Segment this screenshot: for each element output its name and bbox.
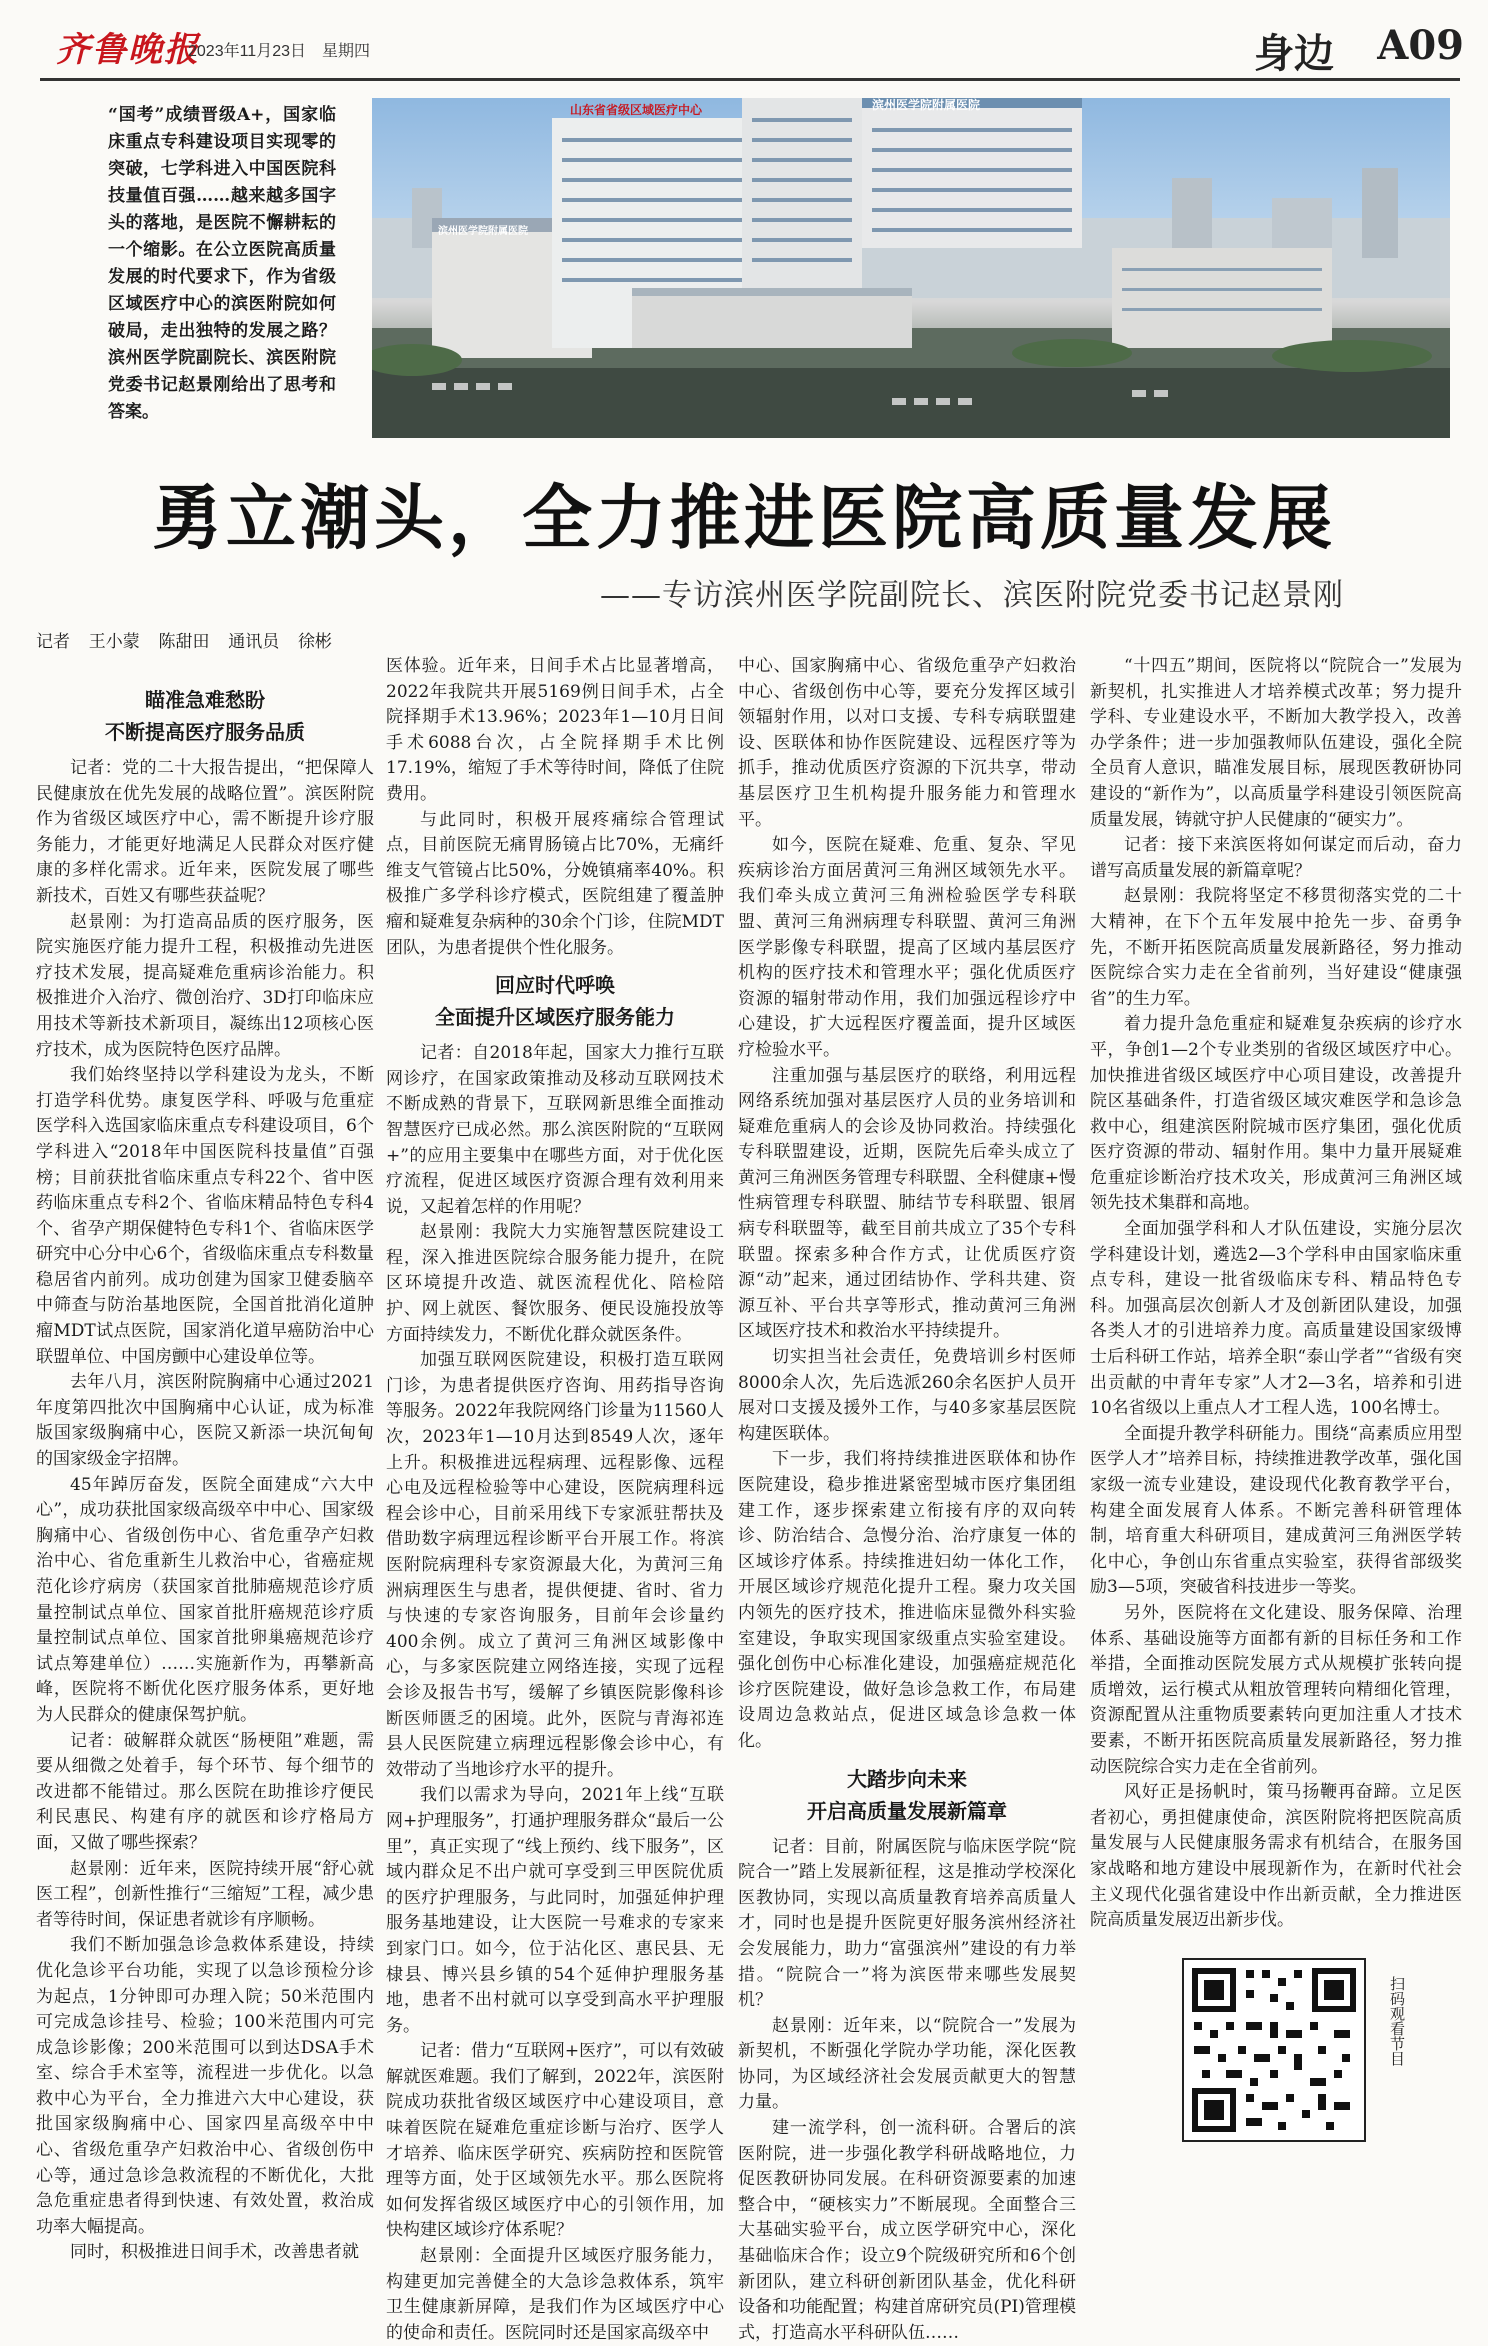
paragraph: 赵景刚：我院将坚定不移贯彻落实党的二十大精神，在下个五年发展中抢先一步、奋勇争先，不断开拓医院高质量发展新路径，努力推动医院综合实力走在全省前列，当好建设“健康强省”的生力军。 <box>1090 886 1462 1009</box>
paragraph: 中心、国家胸痛中心、省级危重孕产妇救治中心、省级创伤中心等，要充分发挥区域引领辐射作用，以对口支援、专科专病联盟建设、医联体和协作医院建设、远程医疗等为抓手，推动优质医疗资源的下沉共享，带动基层医疗卫生机构提升服务能力和管理水平。 <box>738 656 1076 830</box>
byline-correspondent-label: 通讯员 <box>228 632 280 651</box>
section-heading <box>738 1763 1076 1827</box>
section-heading-line-1: 瞄准急难愁盼 <box>145 688 265 712</box>
paragraph: 下一步，我们将持续推进医联体和协作医院建设，稳步推进紧密型城市医疗集团组建工作，逐步探索建立衔接有序的双向转诊、防治结合、急慢分治、治疗康复一体的区域诊疗体系。持续推进妇幼一体化工作，开展区域诊疗规范化提升工程。聚力攻关国内领先的医疗技术，推进临床显微外科实验室建设，争取实现国家级重点实验室建设。强化创伤中心标准化建设，加强癌症规范化诊疗医院建设，做好急诊急救工作，布局建设周边急救站点，促进区域急诊急救一体化。 <box>738 1449 1076 1751</box>
building-sign-right: 滨州医学院附属医院 <box>872 98 981 112</box>
headline: 勇立潮头，全力推进医院高质量发展 <box>152 476 1336 559</box>
lead-paragraph: “国考”成绩晋级A+，国家临床重点专科建设项目实现零的突破，七学科进入中国医院科技量值百强……越来越多国字头的落地，是医院不懈耕耘的一个缩影。在公立医院高质量发展的时代要求下，作为省级区域医疗中心的滨医附院如何破局，走出独特的发展之路？滨州医学院副院长、滨医附院党委书记赵景刚给出了思考和答案。 <box>108 105 336 422</box>
section-heading-line-2: 不断提高医疗服务品质 <box>105 720 305 744</box>
issue-date: 2023年11月23日 星期四 <box>188 43 371 60</box>
paragraph: 赵景刚：近年来，以“院院合一”发展为新契机，不断强化学院办学功能，深化医教协同，为区域经济社会发展贡献更大的智慧力量。 <box>738 2015 1076 2113</box>
byline-reporter-label: 记者 <box>36 632 70 651</box>
paragraph: 记者：目前，附属医院与临床医学院“院院合一”踏上发展新征程，这是推动学校深化医教协同，实现以高质量教育培养高质量人才，同时也是提升医院更好服务滨州经济社会发展能力，助力“富强滨州”建设的有力举措。“院院合一”将为滨医带来哪些发展契机？ <box>738 1836 1076 2011</box>
paragraph: 45年踔厉奋发，医院全面建成“六大中心”，成功获批国家级高级卒中中心、国家级胸痛中心、省级创伤中心、省危重孕产妇救治中心、省危重新生儿救治中心，省癌症规范化诊疗病房（获国家首批肺癌规范诊疗质量控制试点单位、国家首批肝癌规范诊疗质量控制试点单位、国家首批卵巢癌规范诊疗试点筹建单位）……实施新作为，再攀新高峰，医院将不断优化医疗服务体系，更好地为人民群众的健康保驾护航。 <box>36 1474 374 1725</box>
section-heading-line-2: 开启高质量发展新篇章 <box>807 1798 1007 1823</box>
paragraph: 赵景刚：为打造高品质的医疗服务，医院实施医疗能力提升工程，积极推动先进医疗技术发展，提高疑难危重病诊治能力。积极推进介入治疗、微创治疗、3D打印临床应用技术等新技术新项目，凝练出12项核心医疗技术，成为医院特色医疗品牌。 <box>36 911 374 1060</box>
building-sign-left: 山东省省级区域医疗中心 <box>570 103 703 117</box>
section-heading <box>36 684 374 748</box>
byline-reporter-2: 陈甜田 <box>158 632 210 651</box>
paragraph: 记者：接下来滨医将如何谋定而后动，奋力谱写高质量发展的新篇章呢？ <box>1090 835 1462 881</box>
paragraph: 我们始终坚持以学科建设为龙头，不断打造学科优势。康复医学科、呼吸与危重症医学科入选国家临床重点专科建设项目，6个学科进入“2018年中国医院科技量值”百强榜；目前获批省临床重点专科22个、省中医药临床重点专科2个、省临床精品特色专科4个、省孕产期保健特色专科1个、省临床医学研究中心分中心6个，省级临床重点专科数量稳居省内前列。成功创建为国家卫健委脑卒中筛查与防治基地医院，全国首批消化道肿瘤MDT试点医院，国家消化道早癌防治中心联盟单位、中国房颤中心建设单位等。 <box>36 1065 374 1367</box>
hospital-photo <box>372 98 1450 438</box>
paragraph: 我们以需求为导向，2021年上线“互联网+护理服务”，打通护理服务群众“最后一公里”，真正实现了“线上预约、线下服务”，区域内群众足不出户就可享受到三甲医院优质的医疗护理服务，与此同时，加强延伸护理服务基地建设，让大医院一号难求的专家来到家门口。如今，位于沾化区、惠民县、无棣县、博兴县乡镇的54个延伸护理服务基地，患者不出村就可以享受到高水平护理服务。 <box>386 1785 724 2036</box>
header-rule <box>40 78 1460 81</box>
paragraph: 记者：破解群众就医“肠梗阻”难题，需要从细微之处着手，每个环节、每个细节的改进都不能错过。那么医院在助推诊疗便民利民惠民、构建有序的就医和诊疗格局方面，又做了哪些探索？ <box>36 1730 374 1853</box>
page-number: A09 <box>1377 22 1464 69</box>
article-column-3 <box>738 654 1076 2346</box>
paragraph: 去年八月，滨医附院胸痛中心通过2021年度第四批次中国胸痛中心认证，成为标准版国家级胸痛中心，医院又新添一块沉甸甸的国家级金字招牌。 <box>36 1372 374 1470</box>
byline-reporter-1: 王小蒙 <box>88 632 140 651</box>
paragraph: 同时，积极推进日间手术，改善患者就 <box>70 2242 359 2263</box>
building-sign-small: 滨州医学院附属医院 <box>438 226 528 237</box>
paragraph: 与此同时，积极开展疼痛综合管理试点，目前医院无痛胃肠镜占比70%，无痛纤维支气管镜占比50%，分娩镇痛率40%。积极推广多学科诊疗模式，医院组建了覆盖肿瘤和疑难复杂病种的30余个门诊，住院MDT团队，为患者提供个性化服务。 <box>386 809 724 958</box>
subheadline: ——专访滨州医学院副院长、滨医附院党委书记赵景刚 <box>600 578 1344 613</box>
qr-code[interactable] <box>1182 1958 1366 2142</box>
paragraph: 建一流学科，创一流科研。合署后的滨医附院，进一步强化教学科研战略地位，力促医教研协同发展。在科研资源要素的加速整合中，“硬核实力”不断展现。全面整合三大基础实验平台，成立医学研究中心，深化基础临床合作；设立9个院级研究所和6个创新团队，建立科研创新团队基金，优化科研设备和功能配置；构建首席研究员(PI)管理模式，打造高水平科研队伍…… <box>738 2118 1076 2343</box>
paragraph: 赵景刚：我院大力实施智慧医院建设工程，深入推进医院综合服务能力提升，在院区环境提升改造、就医流程优化、陪检陪护、网上就医、餐饮服务、便民设施投放等方面持续发力，不断优化群众就医条件。 <box>386 1222 724 1345</box>
paragraph: 如今，医院在疑难、危重、复杂、罕见疾病诊治方面居黄河三角洲区域领先水平。我们牵头成立黄河三角洲检验医学专科联盟、黄河三角洲病理专科联盟、黄河三角洲医学影像专科联盟，提高了区域内基层医疗机构的医疗技术和管理水平；强化优质医疗资源的辐射带动作用，我们加强远程诊疗中心建设，扩大远程医疗覆盖面，提升区域医疗检验水平。 <box>738 835 1076 1060</box>
section-heading <box>386 969 724 1033</box>
paragraph: 记者：自2018年起，国家大力推行互联网诊疗，在国家政策推动及移动互联网技术不断成熟的背景下，互联网新思维全面推动智慧医疗已成必然。那么滨医附院的“互联网+”的应用主要集中在哪些方面，对于优化医疗流程，促进区域医疗资源合理有效利用来说，又起着怎样的作用呢？ <box>386 1043 724 1217</box>
paragraph: 全面加强学科和人才队伍建设，实施分层次学科建设计划，遴选2—3个学科申由国家临床重点专科，建设一批省级临床专科、精品特色专科。加强高层次创新人才及创新团队建设，加强各类人才的引进培养力度。高质量建设国家级博士后科研工作站，培养全职“泰山学者”“省级有突出贡献的中青年专家”人才2—3名，培养和引进10名省级以上重点人才工程人选，100名博士。 <box>1090 1219 1462 1419</box>
page-header <box>0 0 1488 78</box>
paragraph: 全面提升教学科研能力。围绕“高素质应用型医学人才”培养目标，持续推进教学改革，强化国家级一流专业建设，建设现代化教育教学平台，构建全面发展育人体系。不断完善科研管理体制，培育重大科研项目，建成黄河三角洲医学转化中心，争创山东省重点实验室，获得省部级奖励3—5项，突破省科技进步一等奖。 <box>1090 1423 1462 1598</box>
section-heading-line-1: 大踏步向未来 <box>847 1766 967 1791</box>
byline-correspondent: 徐彬 <box>297 632 332 651</box>
paragraph: 记者：党的二十大报告提出，“把保障人民健康放在优先发展的战略位置”。滨医附院作为省级区域医疗中心，需不断提升诊疗服务能力，才能更好地满足人民群众对医疗健康的多样化需求。近年来，医院发展了哪些新技术，百姓又有哪些获益呢？ <box>36 758 374 906</box>
paragraph: 着力提升急危重症和疑难复杂疾病的诊疗水平，争创1—2个专业类别的省级区域医疗中心。加快推进省级区域医疗中心项目建设，改善提升院区基础条件，打造省级区域灾难医学和急诊急救中心，组建滨医附院城市医疗集团，强化优质医疗资源的带动、辐射作用。集中力量开展疑难危重症诊断治疗技术攻关，形成黄河三角洲区域领先技术集群和高地。 <box>1090 1014 1462 1214</box>
paragraph: 切实担当社会责任，免费培训乡村医师8000余人次，先后选派260余名医护人员开展对口支援及援外工作，与40多家基层医院构建医联体。 <box>738 1347 1076 1444</box>
article-column-4 <box>1090 654 1462 1934</box>
paragraph: 注重加强与基层医疗的联络，利用远程网络系统加强对基层医疗人员的业务培训和疑难危重病人的会诊及协同救治。持续强化专科联盟建设，近期，医院先后牵头成立了黄河三角洲医务管理专科联盟、全科健康+慢性病管理专科联盟、肺结节专科联盟、银屑病专科联盟等，截至目前共成立了35个专科联盟。探索多种合作方式，让优质医疗资源“动”起来，通过团结协作、学科共建、资源互补、平台共享等形式，推动黄河三角洲区域医疗技术和救治水平持续提升。 <box>738 1065 1076 1342</box>
paragraph: 风好正是扬帆时，策马扬鞭再奋蹄。立足医者初心，勇担健康使命，滨医附院将把医院高质量发展与人民健康服务需求有机结合，在服务国家战略和地方建设中展现新作为，在新时代社会主义现代化强省建设中作出新贡献，全力推进医院高质量发展迈出新步伐。 <box>1090 1782 1462 1931</box>
article-column-2 <box>386 654 724 2346</box>
paragraph: 另外，医院将在文化建设、服务保障、治理体系、基础设施等方面都有新的目标任务和工作举措，全面推动医院发展方式从规模扩张转向提质增效，运行模式从粗放管理转向精细化管理，资源配置从注重物质要素转向更加注重人才技术要素，不断开拓医院高质量发展新路径，努力推动医院综合实力走在全省前列。 <box>1090 1602 1462 1777</box>
masthead: 齐鲁晚报 <box>56 30 200 70</box>
section-heading-line-2: 全面提升区域医疗服务能力 <box>435 1005 675 1030</box>
paragraph: 加强互联网医院建设，积极打造互联网门诊，为患者提供医疗咨询、用药指导咨询等服务。2022年我院网络门诊量为11560人次，2023年1—10月达到8549人次，逐年上升。积极推进远程病理、远程影像、远程心电及远程检验等中心建设，医院病理科远程会诊中心，目前采用线下专家派驻帮扶及借助数字病理远程诊断平台开展工作。将滨医附院病理科专家资源最大化，为黄河三角洲病理医生与患者，提供便捷、省时、省力与快速的专家咨询服务，目前年会诊量约400余例。成立了黄河三角洲区域影像中心，与多家医院建立网络连接，实现了远程会诊及报告书写，缓解了乡镇医院影像科诊断医师匮乏的困境。此外，医院与青海祁连县人民医院建立病理远程影像会诊中心，有效带动了当地诊疗水平的提升。 <box>386 1350 724 1780</box>
section-name: 身边 <box>1254 30 1334 77</box>
article-column-1 <box>36 676 374 2266</box>
paragraph: 记者：借力“互联网+医疗”，可以有效破解就医难题。我们了解到，2022年，滨医附院成功获批省级区域医疗中心建设项目，意味着医院在疑难危重症诊断与治疗、医学人才培养、临床医学研究、疾病防控和医院管理等方面，处于区域领先水平。那么医院将如何发挥省级区域医疗中心的引领作用，加快构建区域诊疗体系呢？ <box>386 2041 724 2241</box>
byline <box>36 627 346 652</box>
paragraph: 我们不断加强急诊急救体系建设，持续优化急诊平台功能，实现了以急诊预检分诊为起点，1分钟即可办理入院；50米范围内可完成急诊挂号、检验；100米范围内可完成急诊影像；200米范围可以到达DSA手术室、综合手术室等，流程进一步优化。以急救中心为平台，全力推进六大中心建设，获批国家级胸痛中心、国家四星高级卒中中心、省级危重孕产妇救治中心、省级创伤中心等，通过急诊急救流程的不断优化，大批急危重症患者得到快速、有效处置，救治成功率大幅提高。 <box>36 1935 374 2237</box>
paragraph: 赵景刚：全面提升区域医疗服务能力，构建更加完善健全的大急诊急救体系，筑牢卫生健康新屏障，是我们作为区域医疗中心的使命和责任。医院同时还是国家高级卒中 <box>386 2246 724 2343</box>
paragraph: 赵景刚：近年来，医院持续开展“舒心就医工程”，创新性推行“三缩短”工程，减少患者等待时间，保证患者就诊有序顺畅。 <box>36 1858 374 1930</box>
qr-caption: 扫码观看节目 <box>1388 1976 1405 2066</box>
paragraph: “十四五”期间，医院将以“院院合一”发展为新契机，扎实推进人才培养模式改革；努力提升学科、专业建设水平，不断加大教学投入，改善办学条件；进一步加强教师队伍建设，强化全院全员育人意识，瞄准发展目标，展现医教研协同建设的“新作为”，以高质量学科建设引领医院高质量发展，铸就守护人民健康的“硬实力”。 <box>1090 656 1462 830</box>
paragraph: 医体验。近年来，日间手术占比显著增高，2022年我院共开展5169例日间手术，占全院择期手术13.96%；2023年1—10月日间手术6088台次，占全院择期手术比例17.19%，缩短了手术等待时间，降低了住院费用。 <box>386 656 724 804</box>
section-heading-line-1: 回应时代呼唤 <box>495 973 615 998</box>
